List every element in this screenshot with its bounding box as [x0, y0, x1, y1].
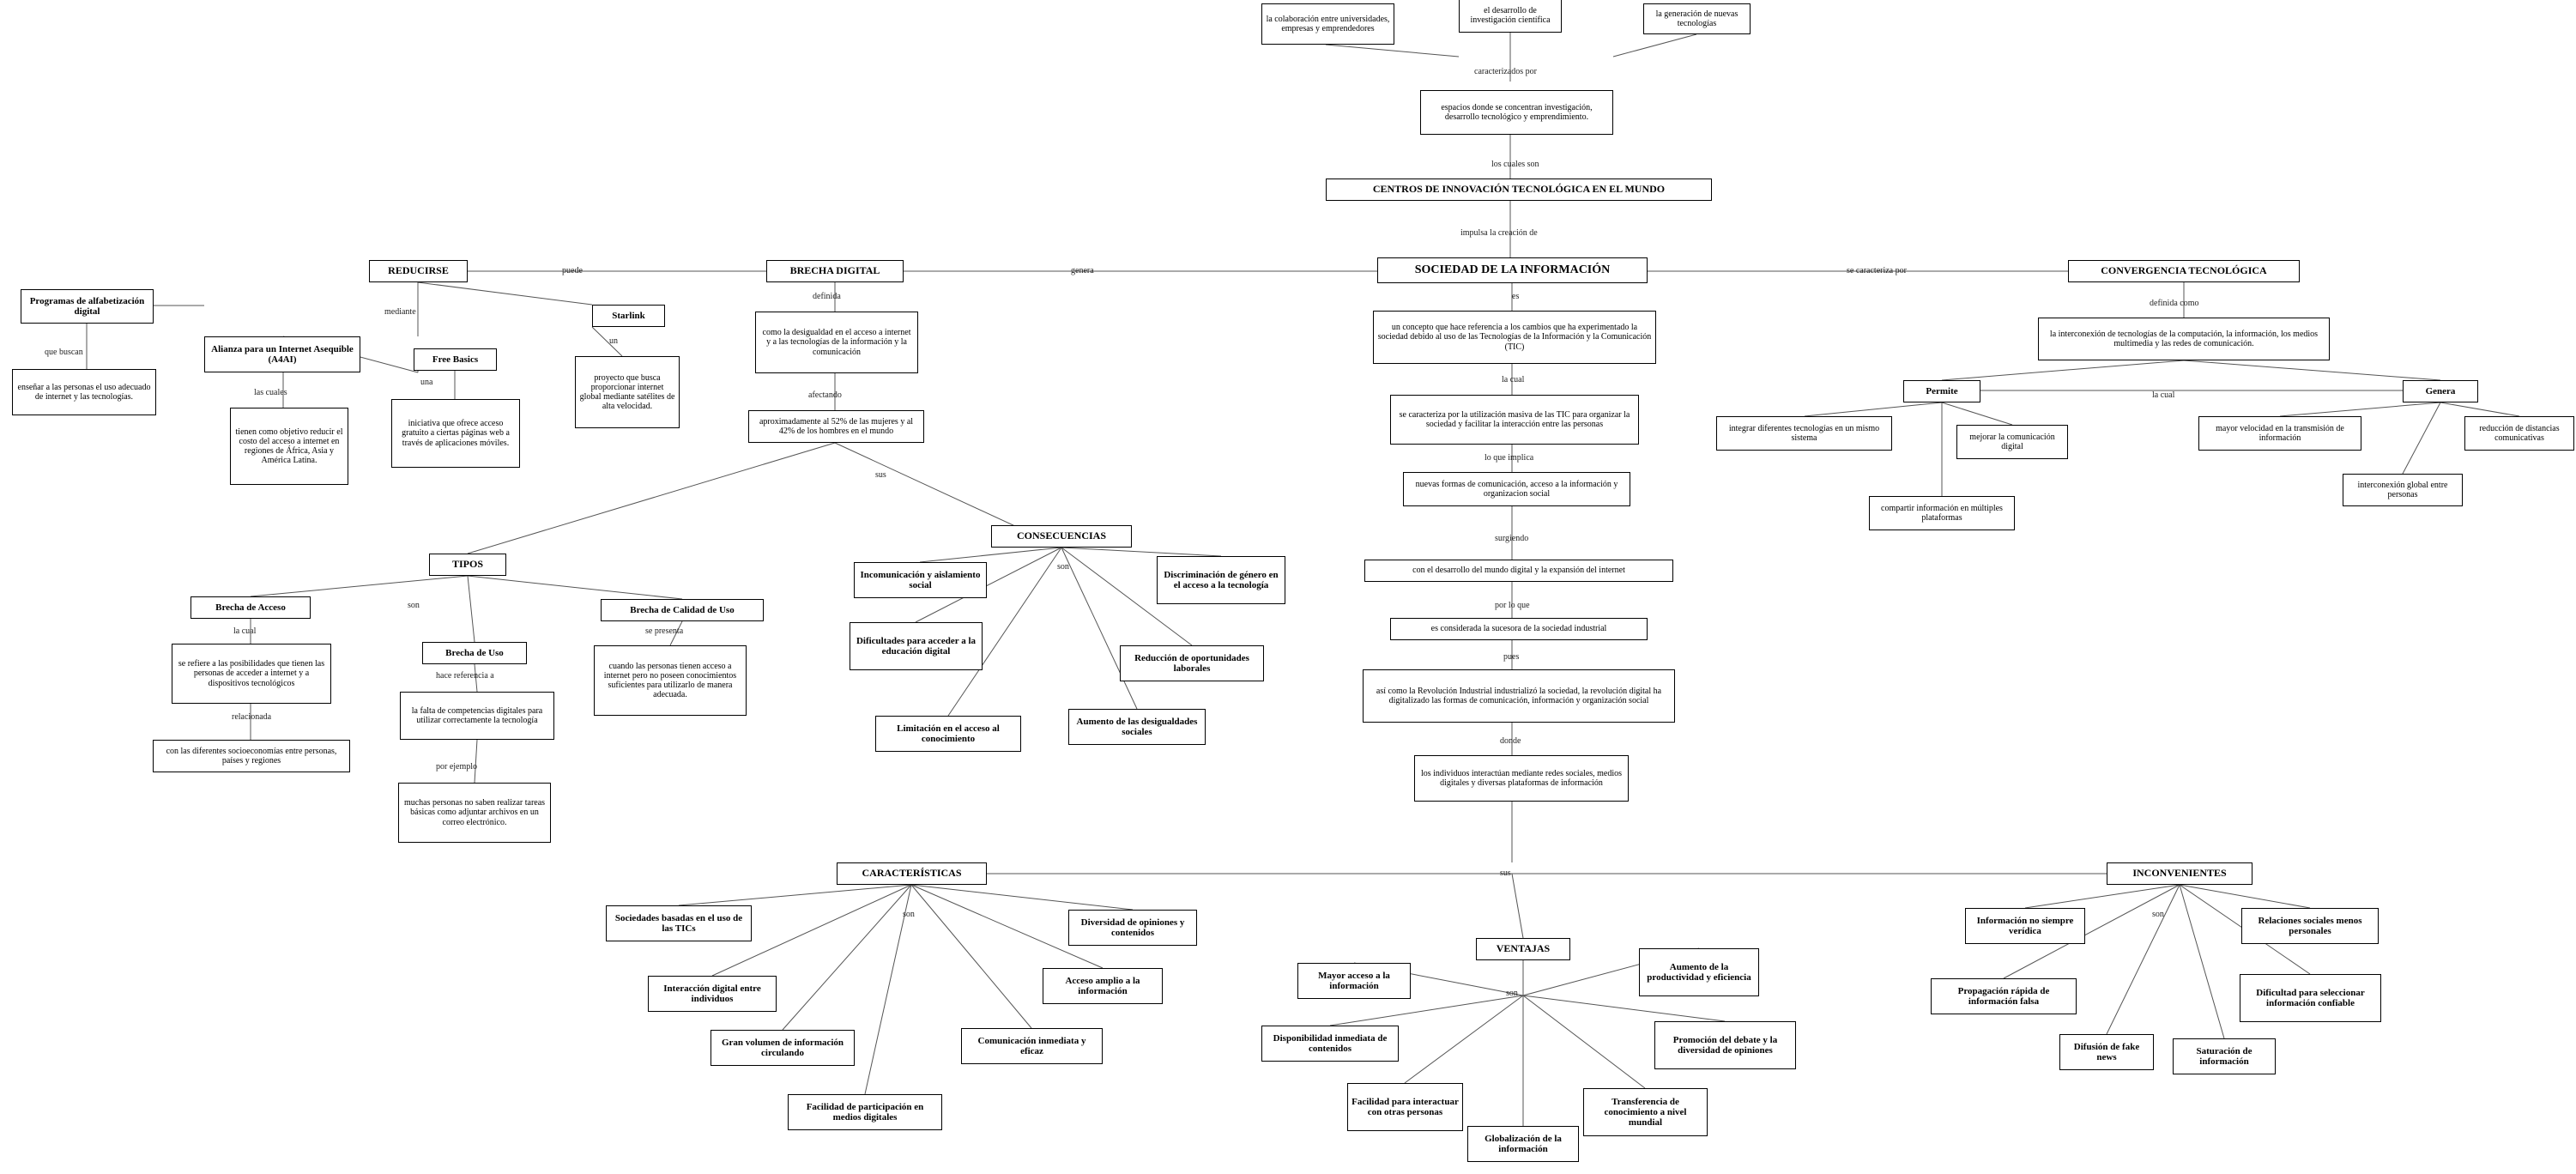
node-transferencia[interactable] [1583, 1088, 1708, 1136]
node-interconexionTec[interactable] [2038, 318, 2330, 360]
node-sociedadesTic[interactable] [606, 905, 752, 941]
node-tipos[interactable] [429, 554, 506, 576]
node-centros[interactable] [1326, 179, 1712, 201]
node-label: es considerada la sucesora de la sociedad industrial [1430, 624, 1607, 634]
node-label: Permite [1926, 385, 1958, 396]
link-label: un [609, 336, 618, 346]
node-mayorVel[interactable] [2198, 416, 2361, 451]
node-label: Limitación en el acceso al conocimiento [897, 723, 1000, 744]
node-label: TIPOS [451, 558, 483, 571]
node-progAlfa[interactable] [21, 289, 154, 324]
link-label: impulsa la creación de [1460, 228, 1538, 238]
link-label: sus [1500, 868, 1511, 878]
node-ensenar[interactable] [12, 369, 156, 415]
node-brechaCalidad[interactable] [601, 599, 764, 621]
node-label: CARACTERÍSTICAS [862, 867, 962, 880]
node-permite[interactable] [1903, 380, 1980, 402]
node-reduccionDist[interactable] [2464, 416, 2574, 451]
link-label: pues [1503, 652, 1520, 662]
node-label: SOCIEDAD DE LA INFORMACIÓN [1414, 263, 1611, 277]
link-label: que buscan [45, 348, 83, 357]
node-discriminacion[interactable] [1157, 556, 1285, 604]
node-faltaComp[interactable] [400, 692, 554, 740]
node-label: Comunicación inmediata y eficaz [977, 1035, 1086, 1056]
node-label: Programas de alfabetización digital [29, 295, 145, 317]
node-freeBasics[interactable] [414, 348, 497, 371]
node-label: Aumento de las desigualdades sociales [1076, 716, 1198, 737]
node-integrar[interactable] [1716, 416, 1892, 451]
node-label: CONSECUENCIAS [1016, 530, 1107, 542]
node-label: Interacción digital entre individuos [663, 983, 761, 1004]
node-granVolumen[interactable] [711, 1030, 855, 1066]
node-label: Facilidad para interactuar con otras personas [1351, 1096, 1459, 1117]
link-label: son [903, 910, 915, 919]
node-label: reducción de distancias comunicativas [2479, 423, 2560, 443]
node-saturacion[interactable] [2173, 1038, 2276, 1074]
node-label: Dificultad para seleccionar información confiable [2256, 987, 2365, 1008]
node-label: Propagación rápida de información falsa [1957, 985, 2050, 1007]
link-label: son [1057, 562, 1069, 572]
link-label: son [2152, 910, 2164, 919]
node-posibilidades[interactable] [172, 644, 331, 704]
node-genTec[interactable] [1643, 3, 1751, 34]
node-nuevasFormas[interactable] [1403, 472, 1630, 506]
node-label: REDUCIRSE [388, 264, 449, 277]
node-label: cuando las personas tienen acceso a internet pero no poseen conocimientos suficientes para utilizarlo de manera adecuada. [603, 661, 737, 700]
node-label: la generación de nuevas tecnologías [1655, 9, 1738, 28]
node-label: enseñar a las personas el uso adecuado de internet y las tecnologías. [17, 382, 151, 402]
node-afectando52[interactable] [748, 410, 924, 443]
node-label: Starlink [612, 310, 645, 321]
node-socioecon[interactable] [153, 740, 350, 772]
node-relacionesSoc[interactable] [2241, 908, 2379, 944]
node-inconvenientes[interactable] [2107, 862, 2252, 885]
node-consecuencias[interactable] [991, 525, 1132, 548]
node-label: Brecha de Calidad de Uso [630, 604, 735, 615]
node-label: Sociedades basadas en el uso de las TICs [614, 912, 743, 934]
node-facilidadPart[interactable] [788, 1094, 942, 1130]
node-objetivo[interactable] [230, 408, 348, 485]
node-limitacion[interactable] [875, 716, 1021, 752]
node-definidaComo1[interactable] [755, 312, 918, 373]
node-starlink[interactable] [592, 305, 665, 327]
node-label: CENTROS DE INNOVACIÓN TECNOLÓGICA EN EL MUNDO [1372, 183, 1666, 196]
node-label: interconexión global entre personas [2357, 480, 2448, 499]
node-label: el desarrollo de investigación científica [1470, 5, 1551, 25]
link-label: los cuales son [1491, 160, 1539, 169]
link-label: una [420, 378, 433, 387]
node-label: Facilidad de participación en medios digitales [806, 1101, 924, 1123]
link-label: es [1512, 292, 1520, 301]
node-label: compartir información en múltiples plataformas [1881, 503, 2003, 523]
node-diversidadOp[interactable] [1068, 910, 1197, 946]
node-genera[interactable] [2403, 380, 2478, 402]
node-mundoDigital[interactable] [1364, 560, 1673, 582]
node-reducirse[interactable] [369, 260, 468, 282]
node-tareasBasicas[interactable] [398, 783, 551, 843]
link-label: las cuales [254, 388, 287, 397]
node-label: un concepto que hace referencia a los cambios que ha experimentado la sociedad debido al uso de las Tecnologías de la Información y la Comunicación (TIC) [1377, 323, 1652, 352]
link-label: se caracteriza por [1847, 266, 1907, 275]
node-label: Dificultades para acceder a la educación digital [856, 635, 977, 657]
node-aumentoDesig[interactable] [1068, 709, 1206, 745]
node-accesoAmplio[interactable] [1043, 968, 1163, 1004]
node-label: BRECHA DIGITAL [789, 264, 880, 277]
node-label: Brecha de Uso [445, 647, 504, 658]
node-label: INCONVENIENTES [2132, 867, 2227, 880]
node-facilidadInt[interactable] [1347, 1083, 1463, 1131]
node-caracteristicas[interactable] [837, 862, 987, 885]
node-label: CONVERGENCIA TECNOLÓGICA [2101, 264, 2267, 277]
node-label: la falta de competencias digitales para utilizar correctamente la tecnología [411, 705, 543, 725]
node-label: los individuos interactúan mediante redes sociales, medios digitales y diversas plataformas de información [1420, 768, 1623, 788]
node-label: integrar diferentes tecnologías en un mismo sistema [1728, 423, 1880, 443]
node-label: la interconexión de tecnologías de la computación, la información, los medios multimedia y las redes de comunicación. [2049, 329, 2319, 348]
link-label: definida como [2150, 299, 2199, 308]
link-label: son [1506, 989, 1518, 998]
link-label: sus [875, 470, 886, 480]
node-mayorAcceso[interactable] [1297, 963, 1411, 999]
node-label: Transferencia de conocimiento a nivel mundial [1604, 1096, 1687, 1129]
node-dificultades[interactable] [850, 622, 983, 670]
link-label: genera [1071, 266, 1094, 275]
link-label: son [408, 601, 420, 610]
node-label: se refiere a las posibilidades que tienen las personas de acceder a internet y a dispositivos tecnológicos [178, 659, 325, 688]
node-espacios[interactable] [1420, 90, 1613, 135]
node-label: nuevas formas de comunicación, acceso a la información y organizacion social [1415, 479, 1618, 499]
node-interaccionDig[interactable] [648, 976, 777, 1012]
node-convergencia[interactable] [2068, 260, 2300, 282]
node-promocion[interactable] [1654, 1021, 1796, 1069]
node-ventajas[interactable] [1476, 938, 1570, 960]
node-label: tienen como objetivo reducir el costo del acceso a internet en regiones de África, Asia y América Latina. [235, 427, 343, 466]
node-label: proyecto que busca proporcionar internet global mediante satélites de alta velocidad. [579, 372, 675, 412]
node-sociedad[interactable] [1377, 257, 1648, 283]
link-label: definida [813, 292, 841, 301]
link-label: donde [1500, 736, 1521, 746]
node-label: mejorar la comunicación digital [1969, 432, 2055, 451]
node-label: Relaciones sociales menos personales [2258, 915, 2362, 936]
node-label: Globalización de la información [1485, 1133, 1562, 1154]
node-label: Free Basics [432, 354, 479, 365]
node-label: Diversidad de opiniones y contenidos [1080, 917, 1185, 938]
node-comunicacionInm[interactable] [961, 1028, 1103, 1064]
node-label: con el desarrollo del mundo digital y la expansión del internet [1412, 566, 1625, 576]
node-label: Aumento de la productividad y eficiencia [1647, 961, 1751, 983]
link-label: lo que implica [1485, 453, 1534, 463]
node-reduccionOport[interactable] [1120, 645, 1264, 681]
link-label: surgiendo [1495, 534, 1529, 543]
node-infoNoVeridica[interactable] [1965, 908, 2085, 944]
node-label: aproximadamente al 52% de las mujeres y al 42% de los hombres en el mundo [759, 416, 914, 436]
link-label: relacionada [232, 712, 272, 722]
link-label: caracterizados por [1474, 67, 1538, 76]
link-label: la cual [2152, 390, 2175, 400]
node-label: muchas personas no saben realizar tareas básicas como adjuntar archivos en un correo electrónico. [403, 798, 546, 827]
node-concepto[interactable] [1373, 311, 1656, 364]
node-label: VENTAJAS [1496, 942, 1551, 955]
node-label: se caracteriza por la utilización masiva de las TIC para organizar la sociedad y facilitar la interacción entre las personas [1399, 409, 1630, 429]
node-label: la colaboración entre universidades, empresas y emprendedores [1266, 14, 1390, 33]
node-brechaAcceso[interactable] [190, 596, 311, 619]
node-label: espacios donde se concentran investigación, desarrollo tecnológico y emprendimiento. [1441, 102, 1593, 122]
node-propagacion[interactable] [1931, 978, 2077, 1014]
link-label: la cual [233, 626, 257, 636]
node-label: Mayor acceso a la información [1318, 970, 1390, 991]
node-desarr[interactable] [1459, 0, 1562, 33]
node-brechaUso[interactable] [422, 642, 527, 664]
node-label: con las diferentes socioeconomías entre personas, países y regiones [166, 746, 337, 766]
node-interconexGlobal[interactable] [2343, 474, 2463, 506]
node-label: Discriminación de género en el acceso a la tecnología [1164, 569, 1279, 590]
node-aumentoProd[interactable] [1639, 948, 1759, 996]
link-label: mediante [384, 307, 416, 317]
node-proyecto[interactable] [575, 356, 680, 428]
node-label: Gran volumen de información circulando [721, 1037, 844, 1058]
node-utilizacion[interactable] [1390, 395, 1639, 445]
link-label: hace referencia a [436, 671, 494, 681]
node-label: Saturación de información [2196, 1045, 2252, 1067]
node-label: iniciativa que ofrece acceso gratuito a ciertas páginas web a través de aplicaciones móviles. [402, 419, 510, 448]
node-mejorar[interactable] [1956, 425, 2068, 459]
node-difusionFake[interactable] [2059, 1034, 2154, 1070]
node-label: Promoción del debate y la diversidad de opiniones [1672, 1034, 1778, 1056]
node-label: Disponibilidad inmediata de contenidos [1273, 1032, 1388, 1054]
node-compartir[interactable] [1869, 496, 2015, 530]
node-label: Alianza para un Internet Asequible (A4AI) [211, 343, 354, 365]
node-alianza[interactable] [204, 336, 360, 372]
node-label: Acceso amplio a la información [1065, 975, 1140, 996]
node-iniciativa[interactable] [391, 399, 520, 468]
node-label: como la desigualdad en el acceso a internet y a las tecnologías de la información y la comunicación [762, 328, 911, 357]
node-label: Genera [2425, 385, 2456, 396]
node-brechaDigital[interactable] [766, 260, 904, 282]
node-label: Información no siempre verídica [1976, 915, 2074, 936]
node-label: Difusión de fake news [2073, 1041, 2140, 1062]
node-label: Incomunicación y aislamiento social [860, 569, 981, 590]
node-globalizacion[interactable] [1467, 1126, 1579, 1162]
node-label: Brecha de Acceso [215, 602, 286, 613]
link-label: puede [562, 266, 583, 275]
node-disponibilidad[interactable] [1261, 1026, 1399, 1062]
node-dificultadSel[interactable] [2240, 974, 2381, 1022]
link-label: afectando [808, 390, 842, 400]
node-colab[interactable] [1261, 3, 1394, 45]
node-incomunicacion[interactable] [854, 562, 987, 598]
node-cuandoPersonas[interactable] [594, 645, 747, 716]
node-individuos[interactable] [1414, 755, 1629, 802]
node-label: Reducción de oportunidades laborales [1134, 652, 1249, 674]
node-revolucion[interactable] [1363, 669, 1675, 723]
link-label: por lo que [1495, 601, 1530, 610]
link-label: la cual [1502, 375, 1525, 384]
link-label: por ejemplo [436, 762, 478, 772]
node-label: así como la Revolución Industrial industrializó la sociedad, la revolución digital ha digitalizado las formas de comunicación, información y organización social [1376, 686, 1662, 705]
link-label: se presenta [645, 626, 684, 636]
node-sucesora[interactable] [1390, 618, 1648, 640]
node-label: mayor velocidad en la transmisión de información [2216, 423, 2344, 443]
